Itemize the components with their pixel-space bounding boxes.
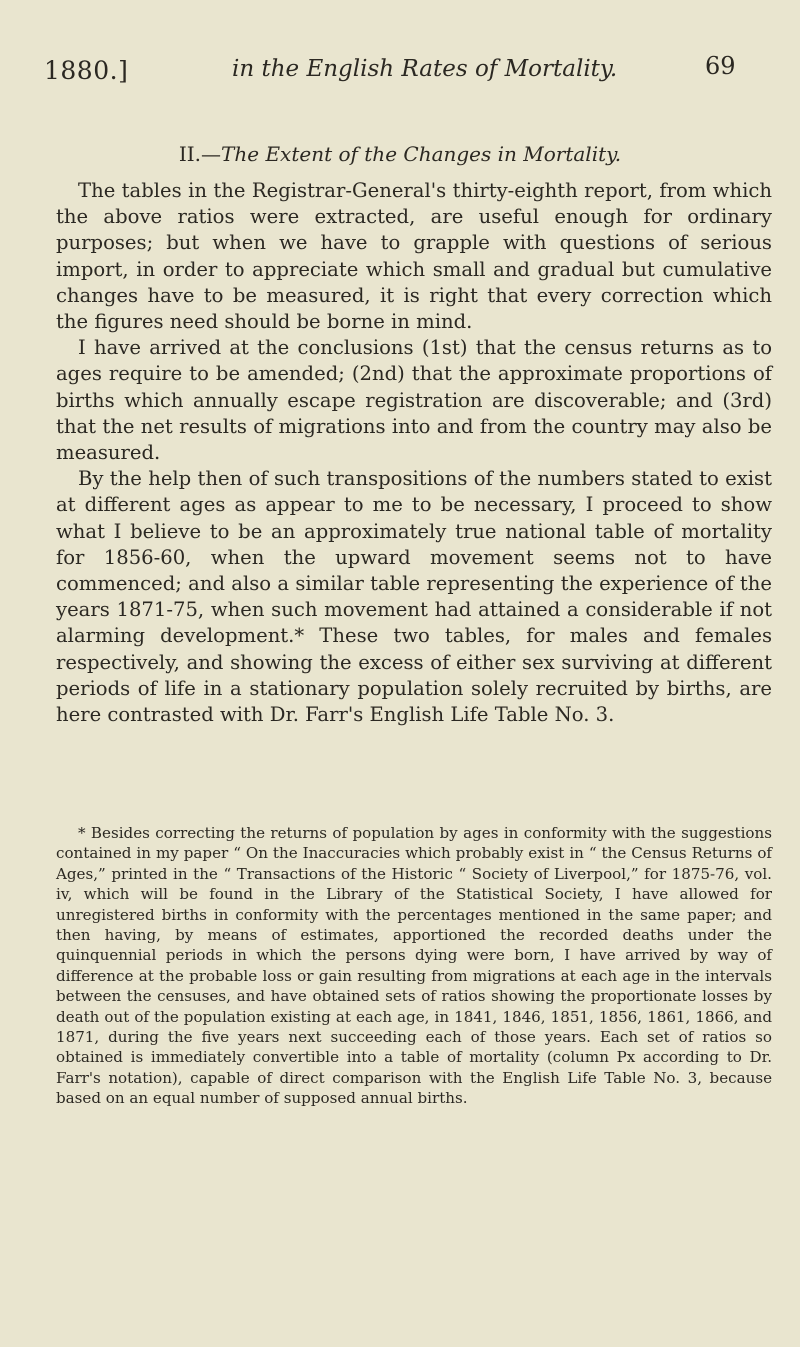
header-year: 1880.]	[44, 56, 129, 85]
running-header	[0, 50, 800, 90]
paragraph: I have arrived at the conclusions (1st) that the census returns as to ages require to be amended; (2nd) that the approximate proportions of births which annually escape registration are discoverable; and (3rd) that the net results of migrations into and from the country may also be measured.	[56, 336, 772, 465]
section-heading	[0, 142, 800, 166]
body-text	[56, 178, 772, 728]
section-title: The Extent of the Changes in Mortality.	[221, 142, 622, 166]
paragraph: By the help then of such transpositions of the numbers stated to exist at different ages as appear to me to be necessary, I proceed to show what I believe to be an approximately true national table of mortality for 1856-60, when the upward movement seems not to have commenced; and also a similar table representing the experience of the years 1871-75, when such movement had attained a considerable if not alarming development.* These two tables, for males and females respectively, and showing the excess of either sex surviving at different periods of life in a stationary population solely recruited by births, are here contrasted with Dr. Farr's English Life Table No. 3.	[56, 467, 772, 727]
paragraph: The tables in the Registrar-General's thirty-eighth report, from which the above ratios were extracted, are useful enough for ordinary purposes; but when we have to grapple with questions of serious import, in order to appreciate which small and gradual but cumulative changes have to be measured, it is right that every correction which the figures need should be borne in mind.	[56, 179, 772, 334]
footnote-text: * Besides correcting the returns of population by ages in conformity with the suggestions contained in my paper “ On the Inaccuracies which probably exist in “ the Census Returns of Ages,” printed in the “ Transactions of the Historic “ Society of Liverpool,” for 1875-76, vol. iv, which will be found in the Library of the Statistical Society, I have allowed for unregistered births in conformity with the percentages mentioned in the same paper; and then having, by means of estimates, apportioned the recorded deaths under the quinquennial periods in which the persons dying were born, I have arrived by way of difference at the probable loss or gain resulting from migrations at each age in the intervals between the censuses, and have obtained sets of ratios showing the proportionate losses by death out of the population existing at each age, in 1841, 1846, 1851, 1856, 1861, 1866, and 1871, during the five years next succeeding each of those years. Each set of ratios so obtained is immediately convertible into a table of mortality (column Px according to Dr. Farr's notation), capable of direct comparison with the English Life Table No. 3, because based on an equal number of supposed annual births.	[56, 824, 772, 1108]
header-running-title: in the English Rates of Mortality.	[232, 56, 618, 82]
page-number: 69	[705, 52, 736, 80]
section-numeral: II.—	[178, 142, 222, 166]
footnote	[56, 823, 772, 1109]
